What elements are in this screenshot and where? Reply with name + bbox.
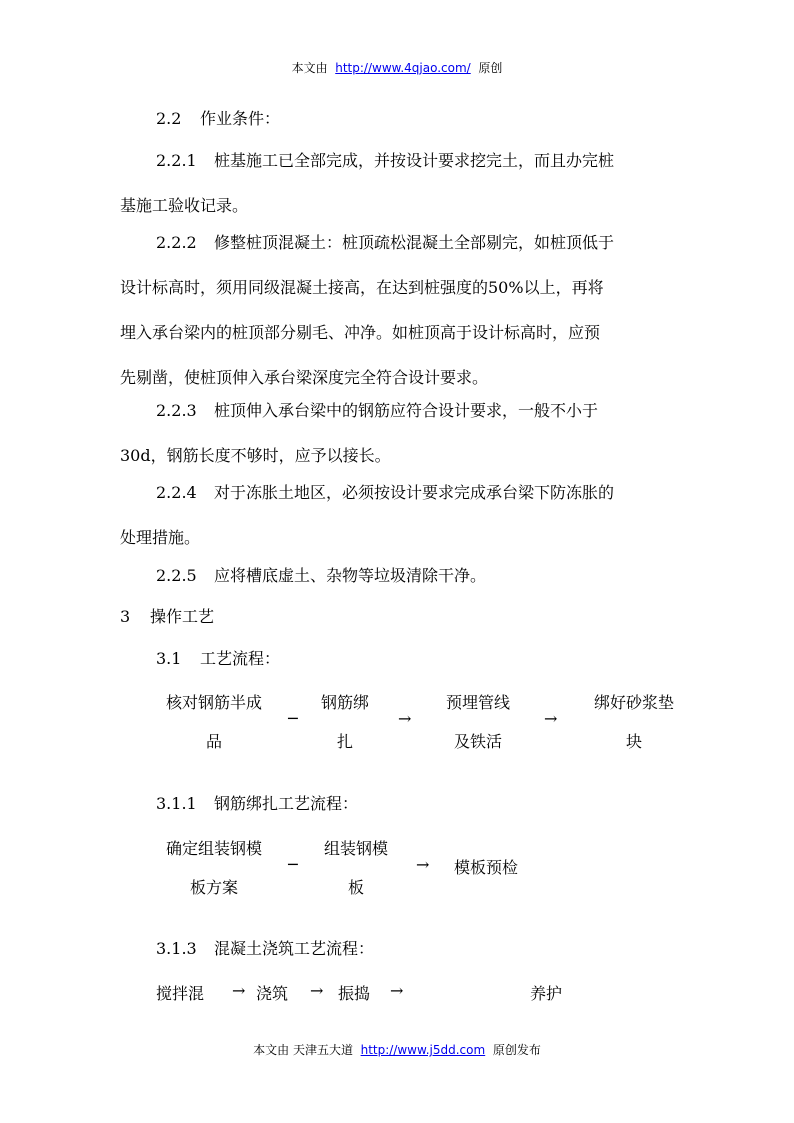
flow-arrow: → (544, 709, 558, 728)
section-number: 2.2.4 (156, 483, 197, 502)
header-prefix: 本文由 (291, 61, 328, 75)
flow-step-line: 块 (625, 732, 642, 751)
section-text: 作业条件： (200, 109, 281, 128)
flow-step (584, 690, 684, 752)
paragraph-line: 桩顶伸入承台梁中的钢筋应符合设计要求，一般不小于 (214, 401, 599, 420)
flow-arrow: ─ (288, 855, 298, 874)
section-text: 工艺流程： (200, 649, 281, 668)
flow-step: 养护 (530, 984, 563, 1003)
paragraph-line: 基施工验收记录。 (120, 196, 249, 215)
section-2-2 (156, 96, 716, 141)
section-number: 3.1.1 (156, 794, 197, 813)
section-3-1 (156, 636, 716, 681)
flow-arrow: ─ (288, 709, 298, 728)
paragraph-line: 修整桩顶混凝土：桩顶疏松混凝土全部剔完，如桩顶低于 (214, 233, 615, 252)
flow-step-line: 板方案 (189, 878, 238, 897)
section-2-2-1 (120, 138, 680, 228)
section-text: 应将槽底虚土、杂物等垃圾清除干净。 (214, 566, 487, 585)
flow-step: 振捣 (338, 984, 371, 1003)
flow-step-line: 核对钢筋半成 (165, 693, 262, 712)
section-2-2-3 (120, 388, 680, 478)
flow-step-line: 钢筋绑 (320, 693, 369, 712)
section-3 (120, 594, 680, 639)
footer-suffix: 原创发布 (492, 1043, 541, 1057)
flow-arrow: → (398, 709, 412, 728)
paragraph-line: 埋入承台梁内的桩顶部分剔毛、冲净。如桩顶高于设计标高时，应预 (120, 323, 601, 342)
flow-step-line: 扎 (336, 732, 353, 751)
flow-step-line: 品 (205, 732, 222, 751)
section-text: 混凝土浇筑工艺流程： (214, 939, 375, 958)
page-footer (0, 1041, 794, 1058)
paragraph-line: 处理措施。 (120, 528, 201, 547)
flow-step-line: 模板预检 (454, 858, 519, 877)
flow-step (454, 855, 518, 878)
section-number: 3.1.3 (156, 939, 197, 958)
paragraph-line: 30d，钢筋长度不够时，应予以接长。 (120, 446, 391, 465)
paragraph-line: 设计标高时，须用同级混凝土接高，在达到桩强度的50%以上，再将 (120, 278, 604, 297)
page-header (0, 59, 794, 76)
paragraph-line: 桩基施工已全部完成，并按设计要求挖完土，而且办完桩 (214, 151, 615, 170)
section-number: 3 (120, 607, 131, 626)
section-2-2-4 (120, 470, 680, 560)
header-link[interactable]: http://www.4qjao.com/ (335, 61, 471, 75)
flow-step-line: 组装钢模 (323, 839, 388, 858)
flow-arrow: → (390, 981, 404, 1000)
flow-step (316, 836, 396, 898)
flow-arrow: → (310, 981, 324, 1000)
flow-step-line: 确定组装钢模 (165, 839, 262, 858)
flow-step-line: 预埋管线 (445, 693, 510, 712)
flow-arrow: → (232, 981, 246, 1000)
section-number: 2.2.2 (156, 233, 197, 252)
flow-step (156, 836, 272, 898)
section-2-2-5 (156, 553, 716, 598)
flow-step: 浇筑 (256, 984, 289, 1003)
flow-step (156, 690, 272, 752)
flow-step-line: 板 (347, 878, 364, 897)
flow-arrow: → (416, 855, 430, 874)
section-text: 操作工艺 (150, 607, 215, 626)
section-number: 2.2.5 (156, 566, 197, 585)
flow-step: 搅拌混 (156, 984, 205, 1003)
flow-step (312, 690, 378, 752)
section-3-1-1 (156, 781, 716, 826)
footer-link[interactable]: http://www.j5dd.com (360, 1043, 486, 1057)
footer-prefix: 本文由 天津五大道 (253, 1043, 353, 1057)
section-number: 2.2 (156, 109, 182, 128)
paragraph-line: 对于冻胀土地区，必须按设计要求完成承台梁下防冻胀的 (214, 483, 615, 502)
paragraph-line: 先剔凿，使桩顶伸入承台梁深度完全符合设计要求。 (120, 368, 489, 387)
header-suffix: 原创 (478, 61, 503, 75)
section-2-2-2 (120, 220, 680, 400)
flow-step (436, 690, 520, 752)
section-number: 3.1 (156, 649, 182, 668)
section-text: 钢筋绑扎工艺流程： (214, 794, 359, 813)
flow-step-line: 绑好砂浆垫 (593, 693, 674, 712)
section-number: 2.2.3 (156, 401, 197, 420)
section-number: 2.2.1 (156, 151, 197, 170)
flow-step-line: 及铁活 (453, 732, 502, 751)
section-3-1-3 (156, 926, 716, 971)
